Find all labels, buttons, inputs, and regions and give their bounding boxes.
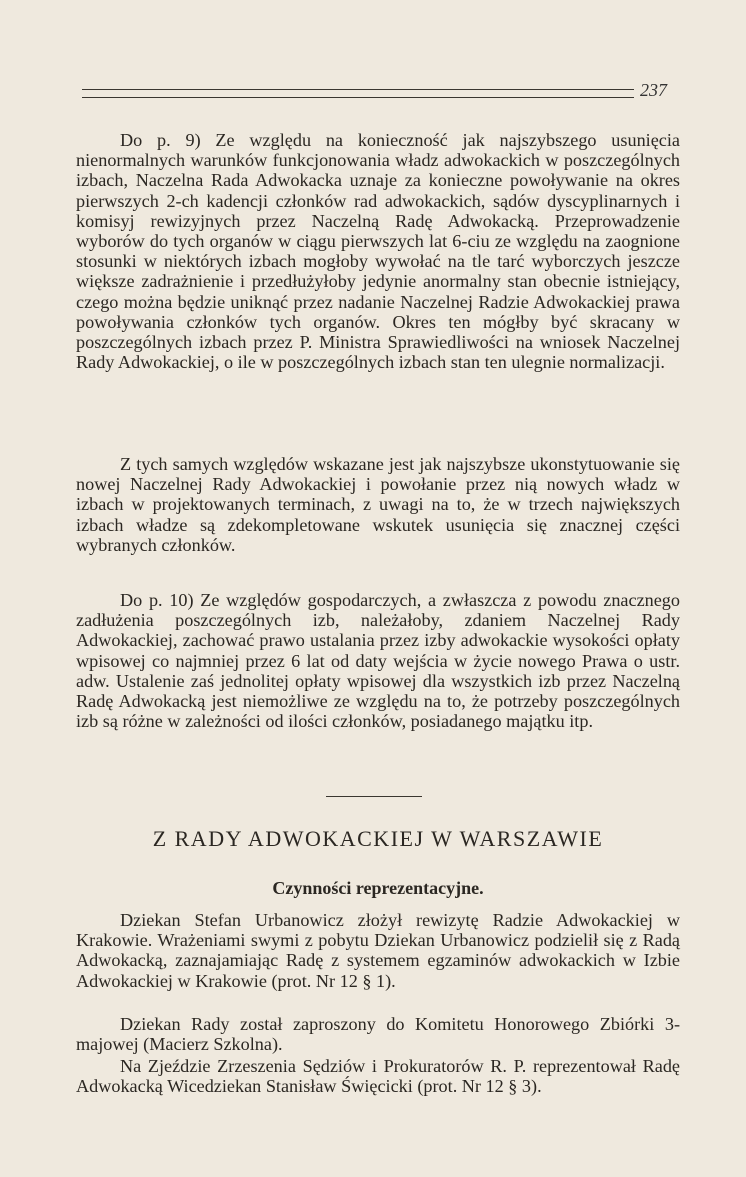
paragraph-komitet	[76, 1014, 680, 1054]
header-rule-top	[82, 89, 634, 90]
section-divider	[326, 796, 422, 797]
paragraph-zjazd	[76, 1056, 680, 1096]
section-title: Z RADY ADWOKACKIEJ W WARSZAWIE	[152, 826, 604, 851]
paragraph-point-10	[76, 590, 680, 731]
paragraph-zjazd-text: Na Zjeździe Zrzeszenia Sędziów i Prokuratorów R. P. reprezentował Radę Adwokacką Wicedziekan Stanisław Święcicki (prot. Nr 12 § 3).	[76, 1056, 680, 1097]
paragraph-rewizyta-text: Dziekan Stefan Urbanowicz złożył rewizytę Radzie Adwokackiej w Krakowie. Wrażeniami swymi z pobytu Dziekan Urbanowicz podzielił się z Radą Adwokacką, zaznajamiając Radę z systemem egzaminów adwokackich w Izbie Adwokackiej w Krakowie (prot. Nr 12 § 1).	[76, 910, 680, 991]
paragraph-point-9-continued-text: Z tych samych względów wskazane jest jak najszybsze ukonstytuowanie się nowej Naczelnej Rady Adwokackiej i powołanie przez nią nowych władz w izbach w projektowanych terminach, z uwagi na to, że w trzech największych izbach władze są zdekompletowane wskutek usunięcia się znacznej części wybranych członków.	[76, 454, 680, 555]
paragraph-komitet-text: Dziekan Rady został zaproszony do Komitetu Honorowego Zbiórki 3-majowej (Macierz Szkolna).	[76, 1014, 680, 1055]
paragraph-point-9-continued	[76, 454, 680, 555]
page-number: 237	[640, 80, 667, 100]
header-rule-bottom	[82, 97, 634, 98]
paragraph-point-10-text: Do p. 10) Ze względów gospodarczych, a zwłaszcza z powodu znacznego zadłużenia poszczególnych izb, należałoby, zdaniem Naczelnej Rady Adwokackiej, zachować prawo ustalania przez izby adwokackie wysokości opłaty wpisowej co najmniej przez 6 lat od daty wejścia w życie nowego Prawa o ustr. adw. Ustalenie zaś jednolitej opłaty wpisowej dla wszystkich izb przez Naczelną Radę Adwokacką jest niemożliwe ze względu na to, że potrzeby poszczególnych izb są różne w zależności od ilości członków, posiadanego majątku itp.	[76, 590, 680, 732]
paragraph-point-9-text: Do p. 9) Ze względu na konieczność jak najszybszego usunięcia nienormalnych warunków funkcjonowania władz adwokackich w poszczególnych izbach, Naczelna Rada Adwokacka uznaje za konieczne powoływanie na okres pierwszych 2-ch kadencji członków rad adwokackich, sądów dyscyplinarnych i komisyj rewizyjnych przez Naczelną Radę Adwokacką. Przeprowadzenie wyborów do tych organów w ciągu pierwszych lat 6-ciu ze względu na zaognione stosunki w niektórych izbach mogłoby wywołać na tle tarć wyborczych jeszcze większe zadrażnienie i przedłużyłoby jedynie anormalny stan obecnie istniejący, czego można będzie uniknąć przez nadanie Naczelnej Radzie Adwokackiej prawa powoływania członków tych organów. Okres ten mógłby być skracany w poszczególnych izbach przez P. Ministra Sprawiedliwości na wniosek Naczelnej Rady Adwokackiej, o ile w poszczególnych izbach stan ten ulegnie normalizacji.	[76, 130, 680, 373]
paragraph-point-9	[76, 130, 680, 372]
paragraph-rewizyta	[76, 910, 680, 991]
section-subtitle: Czynności reprezentacyjne.	[272, 878, 484, 898]
